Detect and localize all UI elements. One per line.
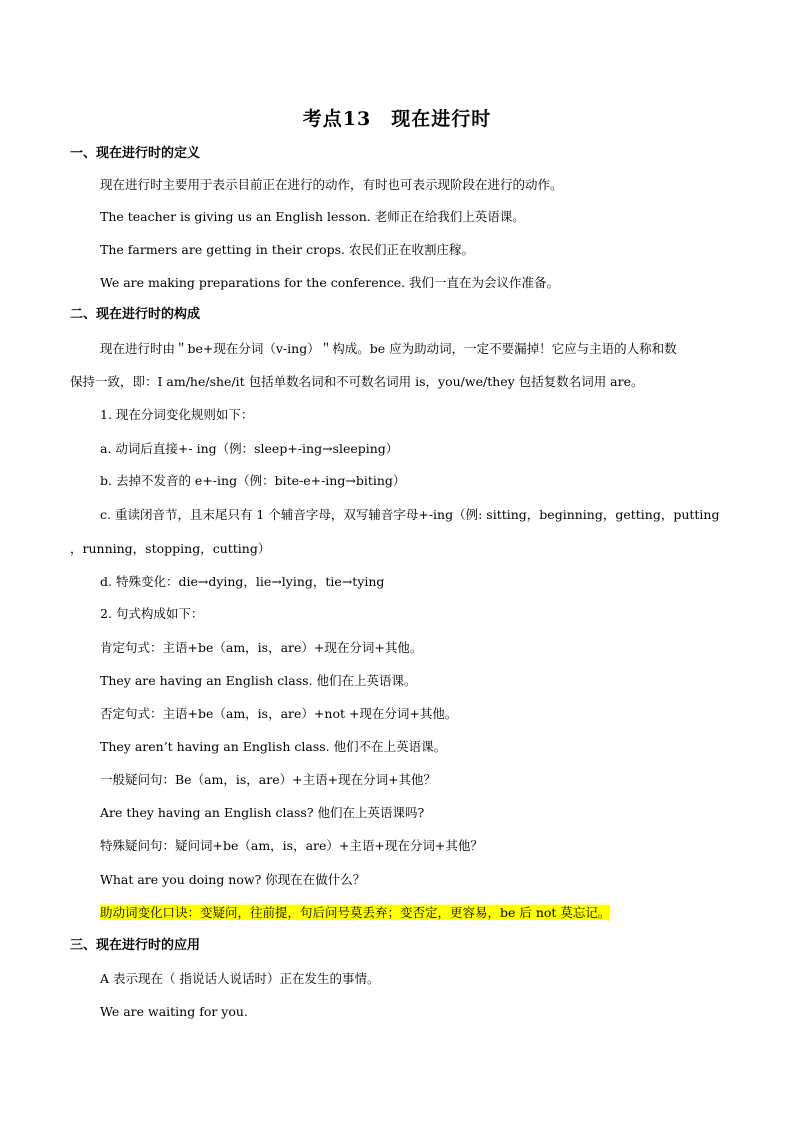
sentence-pattern: 肯定句式：主语+be（am，is，are）+现在分词+其他。 <box>100 640 423 655</box>
page-title: 考点13 现在进行时 <box>302 108 492 130</box>
example-line: We are making preparations for the conference. 我们一直在为会议作准备。 <box>100 275 560 290</box>
rule-heading: 2. 句式构成如下： <box>100 606 204 621</box>
rule-item: c. 重读闭音节，且末尾只有 1 个辅音字母，双写辅音字母+-ing（例: sitting，beginning，getting，putting <box>100 507 720 522</box>
section-heading-structure: 二、现在进行时的构成 <box>70 307 201 322</box>
section-heading-usage: 三、现在进行时的应用 <box>70 938 201 953</box>
sentence-pattern: 否定句式：主语+be（am，is，are）+not +现在分词+其他。 <box>100 706 458 721</box>
example-line: The farmers are getting in their crops. 农民们正在收割庄稼。 <box>100 242 474 257</box>
sentence-pattern: 一般疑问句：Be（am，is，are）+主语+现在分词+其他？ <box>100 772 437 787</box>
mnemonic-line <box>100 904 610 922</box>
rule-item: a. 动词后直接+- ing（例：sleep+-ing→sleeping） <box>100 441 399 456</box>
rule-item: b. 去掉不发音的 e+-ing（例：bite-e+-ing→biting） <box>100 473 406 488</box>
highlighted-mnemonic: 助动词变化口诀：变疑问，往前提，句后问号莫丢弃；变否定，更容易，be 后 not 莫忘记。 <box>100 905 611 920</box>
paragraph-line: A 表示现在（ 指说话人说话时）正在发生的事情。 <box>100 971 380 986</box>
example-line: The teacher is giving us an English lesson. 老师正在给我们上英语课。 <box>100 209 525 224</box>
paragraph-line: 保持一致，即：I am/he/she/it 包括单数名词和不可数名词用 is，you/we/they 包括复数名词用 are。 <box>70 374 644 389</box>
rule-heading: 1. 现在分词变化规则如下： <box>100 407 254 422</box>
section-heading-definition: 一、现在进行时的定义 <box>70 146 201 161</box>
paragraph-line: 现在进行时主要用于表示目前正在进行的动作，有时也可表示现阶段在进行的动作。 <box>100 177 563 192</box>
rule-item: d. 特殊变化：die→dying，lie→lying，tie→tying <box>100 574 385 589</box>
example-line: They aren’t having an English class. 他们不在上英语课。 <box>100 739 447 754</box>
example-line: They are having an English class. 他们在上英语课。 <box>100 673 417 688</box>
sentence-pattern: 特殊疑问句：疑问词+be（am，is，are）+主语+现在分词+其他？ <box>100 838 483 853</box>
rule-item-continued: ，running，stopping，cutting） <box>70 541 271 556</box>
paragraph-line: 现在进行时由＂be+现在分词（v-ing）＂构成。be 应为助动词，一定不要漏掉！它应与主语的人称和数 <box>100 341 677 356</box>
example-line: We are waiting for you. <box>100 1004 248 1019</box>
example-line: Are they having an English class? 他们在上英语课吗? <box>100 805 425 820</box>
example-line: What are you doing now? 你现在在做什么？ <box>100 872 366 887</box>
